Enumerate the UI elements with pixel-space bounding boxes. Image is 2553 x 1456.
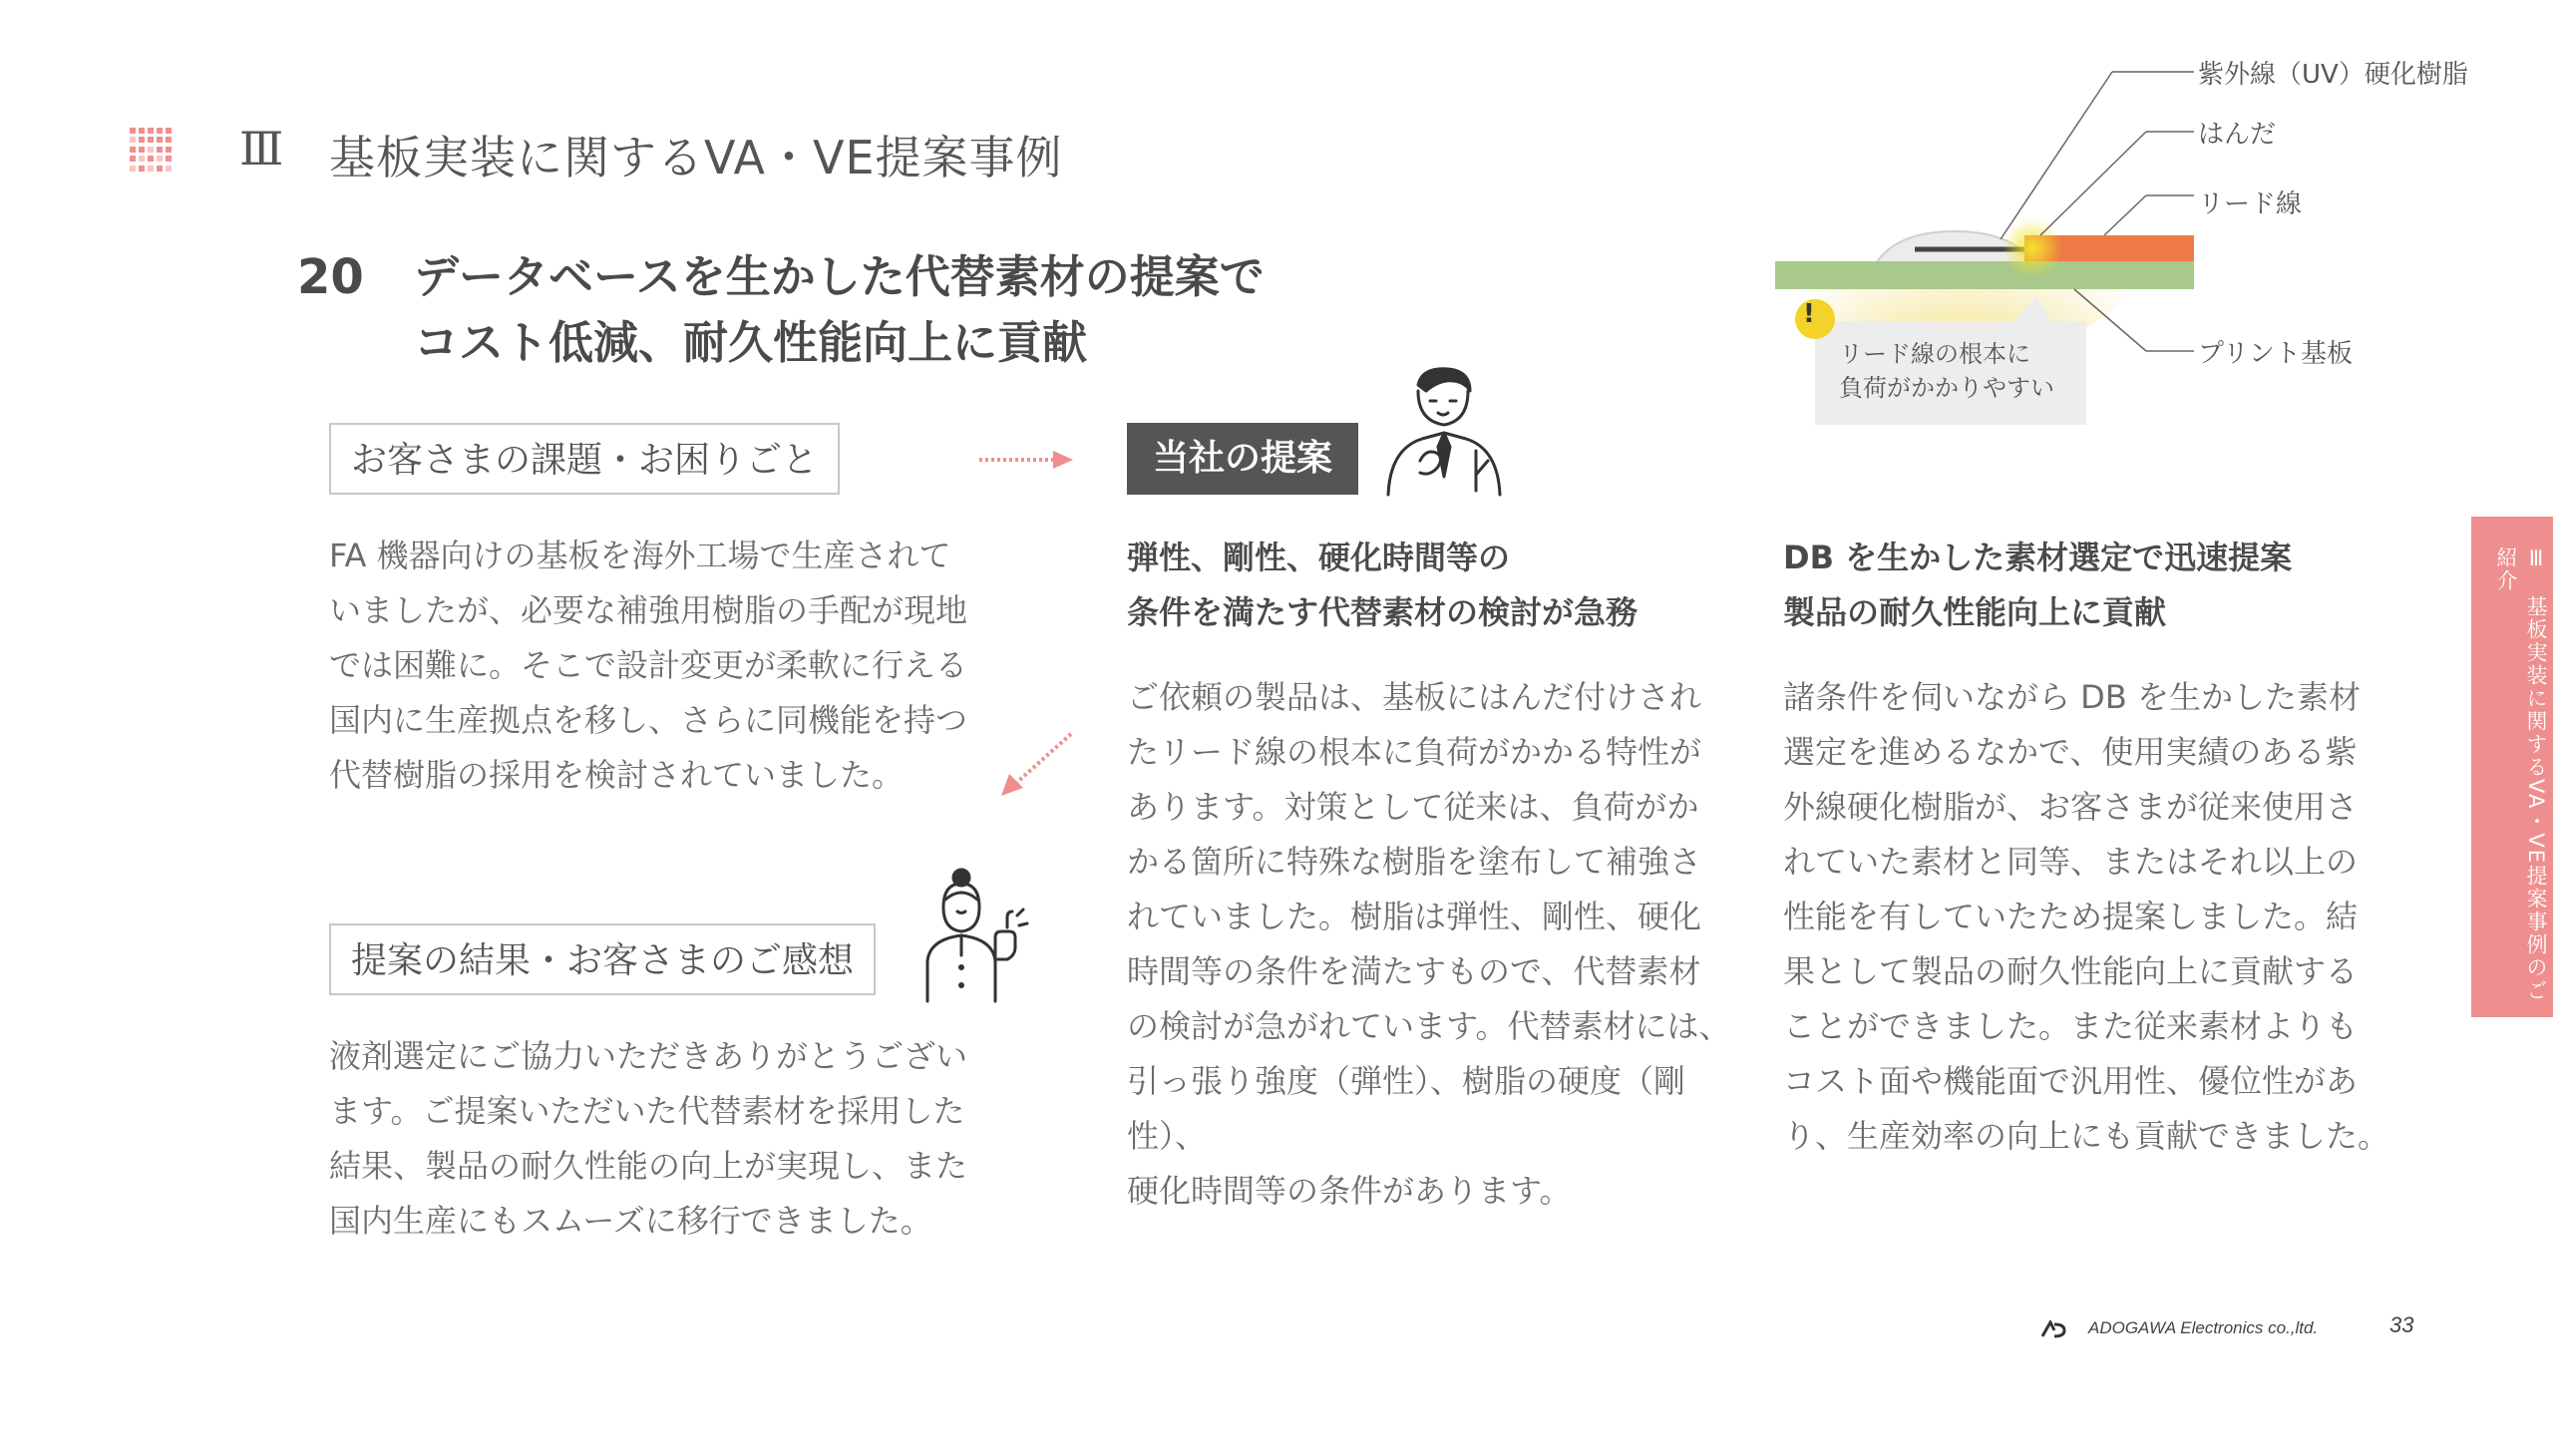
heading-line: DB を生かした素材選定で迅速提案 bbox=[1783, 539, 2293, 576]
printed-board bbox=[1775, 261, 2194, 289]
problem-label: お客さまの課題・お困りごと bbox=[329, 423, 840, 495]
proposal-line: コスト面や機能面で汎用性、優位性があ bbox=[1783, 1062, 2359, 1100]
proposal-col2-text bbox=[1783, 670, 2401, 1164]
proposal-line: 性能を有していたため提案しました。結 bbox=[1783, 898, 2359, 935]
section-number: Ⅲ bbox=[239, 122, 284, 176]
warning-icon bbox=[1795, 299, 1835, 339]
proposal-line: 選定を進めるなかで、使用実績のある紫 bbox=[1783, 733, 2358, 771]
label-uv-resin: 紫外線（UV）硬化樹脂 bbox=[2198, 60, 2468, 90]
proposal-line: 外線硬化樹脂が、お客さまが従来使用さ bbox=[1783, 788, 2359, 826]
proposal-line: たリード線の根本に負荷がかかる特性が bbox=[1127, 733, 1702, 771]
warning-mark: ! bbox=[1803, 299, 1815, 329]
proposal-line: ご依頼の製品は、基板にはんだ付けされ bbox=[1127, 678, 1702, 716]
woman-thumbs-up-icon bbox=[913, 864, 1033, 1003]
warning-text bbox=[1839, 337, 2054, 405]
heading-line: 製品の耐久性能向上に貢献 bbox=[1783, 593, 2167, 631]
problem-line: 国内に生産拠点を移し、さらに同機能を持つ bbox=[329, 701, 968, 739]
result-text bbox=[329, 1029, 967, 1249]
problem-line: では困難に。そこで設計変更が柔軟に行える bbox=[329, 646, 968, 684]
label-lead-wire: リード線 bbox=[2198, 189, 2303, 219]
man-presenting-icon bbox=[1380, 365, 1510, 499]
case-title bbox=[414, 244, 1265, 376]
heading-line: 弾性、剛性、硬化時間等の bbox=[1127, 539, 1511, 576]
solder-joint bbox=[2003, 218, 2062, 278]
arrow-down-left-icon bbox=[997, 730, 1077, 800]
proposal-col1-heading bbox=[1127, 531, 1638, 640]
section-grid-icon bbox=[130, 128, 174, 172]
page-number: 33 bbox=[2389, 1312, 2414, 1337]
result-label: 提案の結果・お客さまのご感想 bbox=[329, 923, 876, 995]
result-line: 国内生産にもスムーズに移行できました。 bbox=[329, 1202, 932, 1240]
proposal-line: ことができました。また従来素材よりも bbox=[1783, 1007, 2359, 1045]
proposal-line: の検討が急がれています。代替素材には、 bbox=[1127, 1007, 1731, 1045]
proposal-line: 引っ張り強度（弾性）、樹脂の硬度（剛性）、 bbox=[1127, 1062, 1686, 1155]
warning-line2: 負荷がかかりやすい bbox=[1839, 374, 2054, 402]
result-line: 結果、製品の耐久性能の向上が実現し、また bbox=[329, 1147, 968, 1185]
section-title: 基板実装に関するVA・VE提案事例 bbox=[329, 131, 1063, 184]
proposal-line: り、生産効率の向上にも貢献できました。 bbox=[1783, 1117, 2390, 1155]
case-title-line2: コスト低減、耐久性能向上に貢献 bbox=[414, 316, 1088, 369]
proposal-line: 果として製品の耐久性能向上に貢献する bbox=[1783, 952, 2359, 990]
proposal-line: かる箇所に特殊な樹脂を塗布して補強さ bbox=[1127, 843, 1702, 881]
proposal-line: 硬化時間等の条件があります。 bbox=[1127, 1172, 1572, 1210]
side-tab-text: Ⅲ 基板実装に関するVA・VE提案事例のご紹介 bbox=[2494, 546, 2548, 1003]
side-chapter-tab[interactable] bbox=[2471, 517, 2553, 1017]
result-line: 液剤選定にご協力いただきありがとうござい bbox=[329, 1037, 968, 1075]
company-logo-icon bbox=[2040, 1320, 2066, 1338]
case-number: 20 bbox=[297, 249, 364, 305]
problem-line: いましたが、必要な補強用樹脂の手配が現地 bbox=[329, 591, 968, 629]
problem-line: 代替樹脂の採用を検討されていました。 bbox=[329, 756, 905, 794]
problem-line: FA 機器向けの基板を海外工場で生産されて bbox=[329, 537, 951, 574]
arrow-right-icon bbox=[977, 445, 1077, 475]
proposal-line: れていた素材と同等、またはそれ以上の bbox=[1783, 843, 2359, 881]
proposal-line: れていました。樹脂は弾性、剛性、硬化 bbox=[1127, 898, 1702, 935]
case-title-line1: データベースを生かした代替素材の提案で bbox=[414, 250, 1265, 303]
proposal-col2-heading bbox=[1783, 531, 2292, 640]
proposal-line: 時間等の条件を満たすもので、代替素材 bbox=[1127, 952, 1701, 990]
label-solder: はんだ bbox=[2198, 120, 2277, 150]
proposal-line: 諸条件を伺いながら DB を生かした素材 bbox=[1783, 678, 2361, 716]
proposal-label: 当社の提案 bbox=[1127, 423, 1358, 495]
proposal-line: あります。対策として従来は、負荷がか bbox=[1127, 788, 1699, 826]
warning-line1: リード線の根本に bbox=[1839, 340, 2030, 368]
label-printed-board: プリント基板 bbox=[2198, 339, 2353, 369]
proposal-col1-text bbox=[1127, 670, 1745, 1219]
result-line: ます。ご提案いただいた代替素材を採用した bbox=[329, 1092, 965, 1130]
heading-line: 条件を満たす代替素材の検討が急務 bbox=[1127, 593, 1639, 631]
problem-text bbox=[329, 529, 967, 803]
footer-brand: ADOGAWA Electronics co.,ltd. bbox=[2088, 1318, 2319, 1337]
